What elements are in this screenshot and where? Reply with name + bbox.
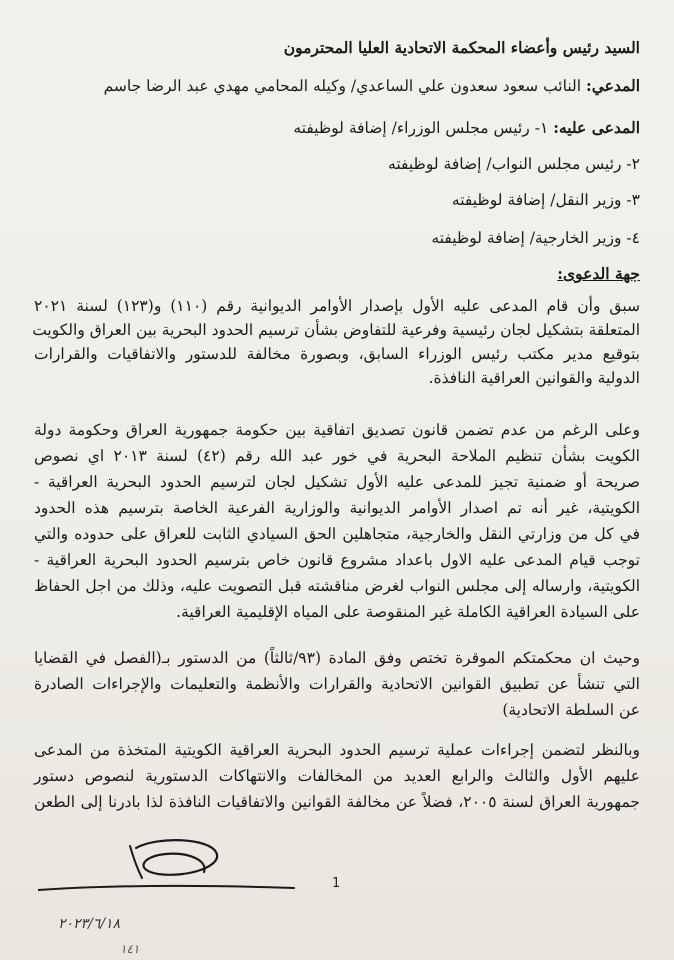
- p2-line: توجب قيام المدعى عليه الاول باعداد مشروع قانون خاص بترسيم الحدود البحرية العراقية -: [34, 551, 640, 569]
- p3-line: عن السلطة الاتحادية): [502, 701, 640, 719]
- defendant-item-1: ١- رئيس مجلس الوزراء/ إضافة لوظيفته: [293, 119, 554, 137]
- plaintiff-label: المدعي:: [585, 76, 640, 95]
- defendant-item-3: ٣- وزير النقل/ إضافة لوظيفته: [451, 191, 640, 209]
- p3-line: التي تنشأ عن تطبيق القوانين الاتحادية والقرارات والأنظمة والتعليمات والإجراءات الصادرة: [34, 675, 640, 693]
- stamp-fragment: ١٤١: [120, 942, 140, 956]
- p2-line: وعلى الرغم من عدم تضمن قانون تصديق اتفاقية بين حكومة جمهورية العراق وحكومة دولة: [34, 421, 640, 439]
- defendant-line-1: [293, 118, 640, 138]
- signature-scribble: [38, 826, 298, 906]
- addressee-line: السيد رئيس وأعضاء المحكمة الاتحادية العليا المحترمون: [283, 38, 640, 57]
- p2-line: الكويت بشأن تنظيم الملاحة البحرية في خور عبد الله رقم (٤٢) لسنة ٢٠١٣ اي نصوص: [34, 447, 640, 465]
- section-title: جهة الدعوى:: [557, 264, 640, 283]
- plaintiff-line: [104, 76, 640, 96]
- defendant-item-2: ٢- رئيس مجلس النواب/ إضافة لوظيفته: [388, 155, 640, 173]
- p2-line: الكويتية، غير أنه تم اصدار الأوامر الديوانية والوزارية الفرعية الخاصة بترسيم هذه الحدود: [34, 499, 640, 517]
- p1-line: الدولية والقوانين العراقية النافذة.: [428, 369, 640, 387]
- p4-line: عليهم الأول والثالث والرابع العديد من المخالفات والانتهاكات الدستورية لنصوص دستور: [34, 767, 640, 785]
- defendant-label: المدعى عليه:: [553, 118, 640, 137]
- p2-line: على السيادة العراقية الكاملة غير المنقوصة على المياه الإقليمية العراقية.: [176, 603, 640, 621]
- p2-line: الكويتية، وارساله إلى مجلس النواب لغرض مناقشته قبل التصويت عليه، وذلك من اجل الحفاظ: [34, 577, 640, 595]
- p4-line: جمهورية العراق لسنة ٢٠٠٥، فضلاً عن مخالفة القوانين والاتفاقيات النافذة لذا بادرنا إلى الطعن: [34, 793, 640, 811]
- plaintiff-text: النائب سعود سعدون علي الساعدي/ وكيله المحامي مهدي عبد الرضا جاسم: [103, 77, 586, 95]
- page-number: 1: [332, 876, 341, 891]
- p3-line: وحيث ان محكمتكم الموقرة تختص وفق المادة (٩٣/ثالثاً) من الدستور بـ(الفصل في القضايا: [34, 649, 640, 667]
- handwritten-date: ٢٠٢٣/٦/١٨: [58, 916, 121, 932]
- p1-line: سبق وأن قام المدعى عليه الأول بإصدار الأوامر الديوانية رقم (١١٠) و(١٢٣) لسنة ٢٠٢١: [34, 297, 640, 315]
- p4-line: وبالنظر لتضمن إجراءات عملية ترسيم الحدود البحرية العراقية الكويتية المتخذة من المدعى: [34, 741, 640, 759]
- p2-line: صريحة أو ضمنية تجيز للمدعى عليه الأول تشكيل لجان لترسيم الحدود البحرية العراقية -: [34, 473, 640, 491]
- p1-line: المتعلقة بتشكيل لجان رئيسية وفرعية للتفاوض بشأن ترسيم الحدود البحرية بين العراق والكويت: [32, 321, 640, 339]
- defendant-item-4: ٤- وزير الخارجية/ إضافة لوظيفته: [431, 229, 640, 247]
- p1-line: بتوقيع مدير مكتب رئيس الوزراء السابق، وبصورة مخالفة للدستور والاتفاقيات والقرارات: [34, 345, 640, 363]
- p2-line: في كل من وزارتي النقل والخارجية، متجاهلين الحق السيادي الثابت للعراق على حدوده والتي: [34, 525, 640, 543]
